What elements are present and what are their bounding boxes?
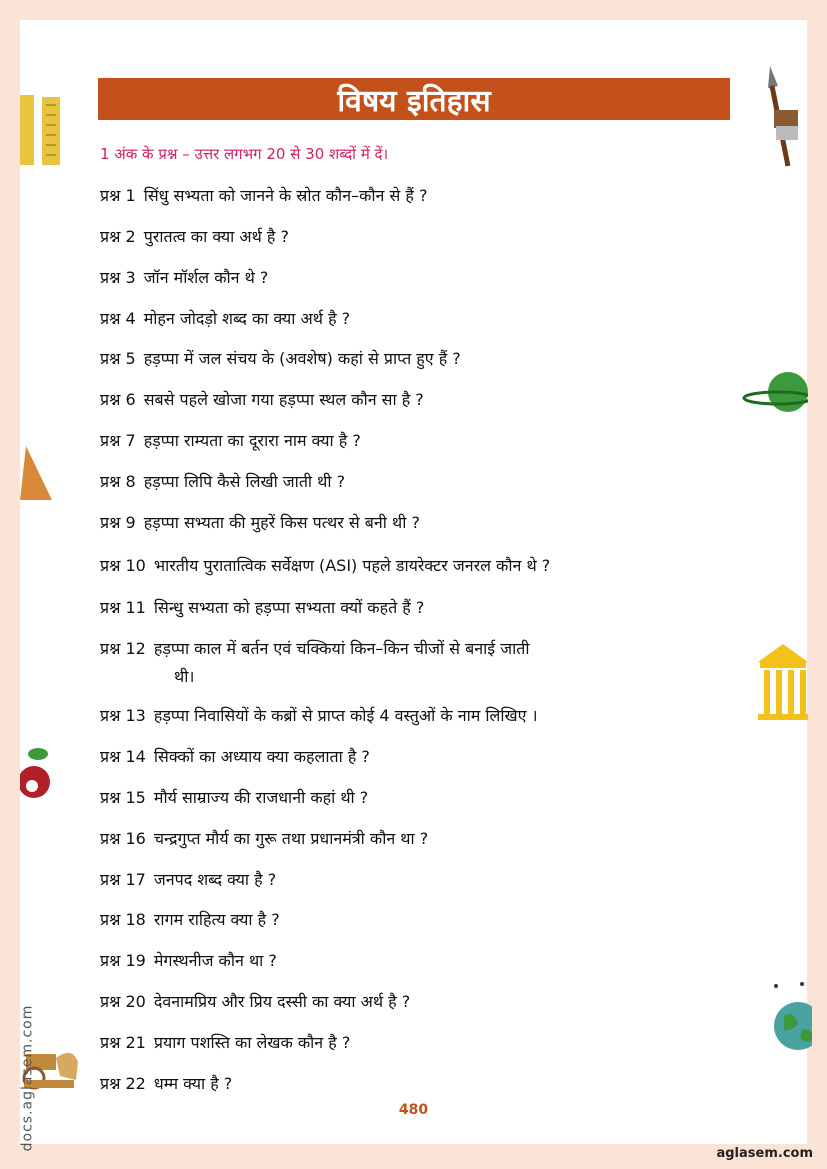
- question-item: [100, 949, 277, 971]
- question-text: भारतीय पुरातात्विक सर्वेक्षण (ASI) पहले डायरेक्टर जनरल कौन थे ?: [153, 556, 551, 575]
- question-item: [100, 786, 368, 808]
- question-item: [100, 827, 428, 849]
- question-label: प्रश्न 20: [100, 992, 146, 1011]
- page-title: विषय इतिहास: [98, 78, 730, 120]
- question-text: हड़प्पा लिपि कैसे लिखी जाती थी ?: [143, 472, 346, 491]
- question-text: मोहन जोदड़ो शब्द का क्या अर्थ है ?: [143, 309, 351, 328]
- question-text: धम्म क्या है ?: [153, 1074, 233, 1093]
- instruction-text: 1 अंक के प्रश्न – उत्तर लगभग 20 से 30 शब्दों में दें।: [100, 145, 389, 163]
- question-text: जनपद शब्द क्या है ?: [153, 870, 277, 889]
- question-item: [100, 184, 427, 206]
- apple-icon: [20, 744, 54, 802]
- question-text: हड़प्पा में जल संचय के (अवशेष) कहां से प्राप्त हुए हैं ?: [143, 349, 461, 368]
- question-text: चन्द्रगुप्त मौर्य का गुरू तथा प्रधानमंत्री कौन था ?: [153, 829, 429, 848]
- question-item: [100, 554, 550, 576]
- question-label: प्रश्न 18: [100, 910, 146, 929]
- question-item: [100, 266, 268, 288]
- question-item: [100, 990, 410, 1012]
- question-label: प्रश्न 12: [100, 639, 146, 658]
- question-text: सिंधु सभ्यता को जानने के स्रोत कौन–कौन से हैं ?: [143, 186, 428, 205]
- question-text: सबसे पहले खोजा गया हड़प्पा स्थल कौन सा है ?: [143, 390, 424, 409]
- question-label: प्रश्न 17: [100, 870, 146, 889]
- brand-link[interactable]: aglasem.com: [716, 1146, 813, 1161]
- spear-icon: [760, 66, 810, 170]
- question-label: प्रश्न 7: [100, 431, 136, 450]
- question-text: रागम राहित्य क्या है ?: [153, 910, 280, 929]
- question-item: [100, 596, 424, 618]
- question-text: जॉन मॉर्शल कौन थे ?: [143, 268, 269, 287]
- question-label: प्रश्न 14: [100, 747, 146, 766]
- question-label: प्रश्न 21: [100, 1033, 146, 1052]
- planet-icon: [738, 370, 808, 416]
- side-watermark: docs.aglasem.com: [19, 1004, 36, 1152]
- question-item: [100, 637, 728, 687]
- question-label: प्रश्न 15: [100, 788, 146, 807]
- question-item: [100, 908, 280, 930]
- question-label: प्रश्न 4: [100, 309, 136, 328]
- question-label: प्रश्न 1: [100, 186, 136, 205]
- question-label: प्रश्न 3: [100, 268, 136, 287]
- question-item: [100, 225, 289, 247]
- question-item: [100, 470, 345, 492]
- question-text: सिक्कों का अध्याय क्या कहलाता है ?: [153, 747, 370, 766]
- question-label: प्रश्न 13: [100, 706, 146, 725]
- question-text: पुरातत्व का क्या अर्थ है ?: [143, 227, 290, 246]
- question-label: प्रश्न 6: [100, 390, 136, 409]
- question-label: प्रश्न 22: [100, 1074, 146, 1093]
- question-text-continued: थी।: [174, 667, 195, 686]
- question-label: प्रश्न 8: [100, 472, 136, 491]
- question-item: [100, 388, 424, 410]
- question-text: हड़प्पा काल में बर्तन एवं चक्कियां किन–किन चीजों से बनाई जाती: [153, 639, 530, 658]
- page-number: 480: [398, 1102, 429, 1118]
- question-item: [100, 307, 350, 329]
- question-item: [100, 1072, 232, 1094]
- question-text: हड़प्पा राम्यता का दूरारा नाम क्या है ?: [143, 431, 361, 450]
- question-item: [100, 429, 361, 451]
- question-text: हड़प्पा निवासियों के कब्रों से प्राप्त कोई 4 वस्तुओं के नाम लिखिए ।: [153, 706, 538, 725]
- question-text: देवनामप्रिय और प्रिय दस्सी का क्या अर्थ है ?: [153, 992, 411, 1011]
- pyramid-icon: [20, 446, 54, 502]
- question-text: मेगस्थनीज कौन था ?: [153, 951, 277, 970]
- question-label: प्रश्न 2: [100, 227, 136, 246]
- question-item: [100, 1031, 350, 1053]
- question-item: [100, 511, 420, 533]
- question-item: [100, 745, 370, 767]
- question-label: प्रश्न 11: [100, 598, 146, 617]
- question-item: [100, 704, 538, 726]
- temple-icon: [758, 644, 808, 720]
- question-label: प्रश्न 9: [100, 513, 136, 532]
- ruler-icon: [20, 95, 64, 167]
- question-item: [100, 347, 461, 369]
- question-text: सिन्धु सभ्यता को हड़प्पा सभ्यता क्यों कहते हैं ?: [153, 598, 425, 617]
- question-item: [100, 868, 276, 890]
- globe-icon: [772, 980, 812, 1054]
- question-label: प्रश्न 5: [100, 349, 136, 368]
- question-label: प्रश्न 19: [100, 951, 146, 970]
- question-text: प्रयाग पशस्ति का लेखक कौन है ?: [153, 1033, 351, 1052]
- question-text: मौर्य साम्राज्य की राजधानी कहां थी ?: [153, 788, 369, 807]
- question-label: प्रश्न 16: [100, 829, 146, 848]
- question-label: प्रश्न 10: [100, 556, 146, 575]
- question-text: हड़प्पा सभ्यता की मुहरें किस पत्थर से बनी थी ?: [143, 513, 420, 532]
